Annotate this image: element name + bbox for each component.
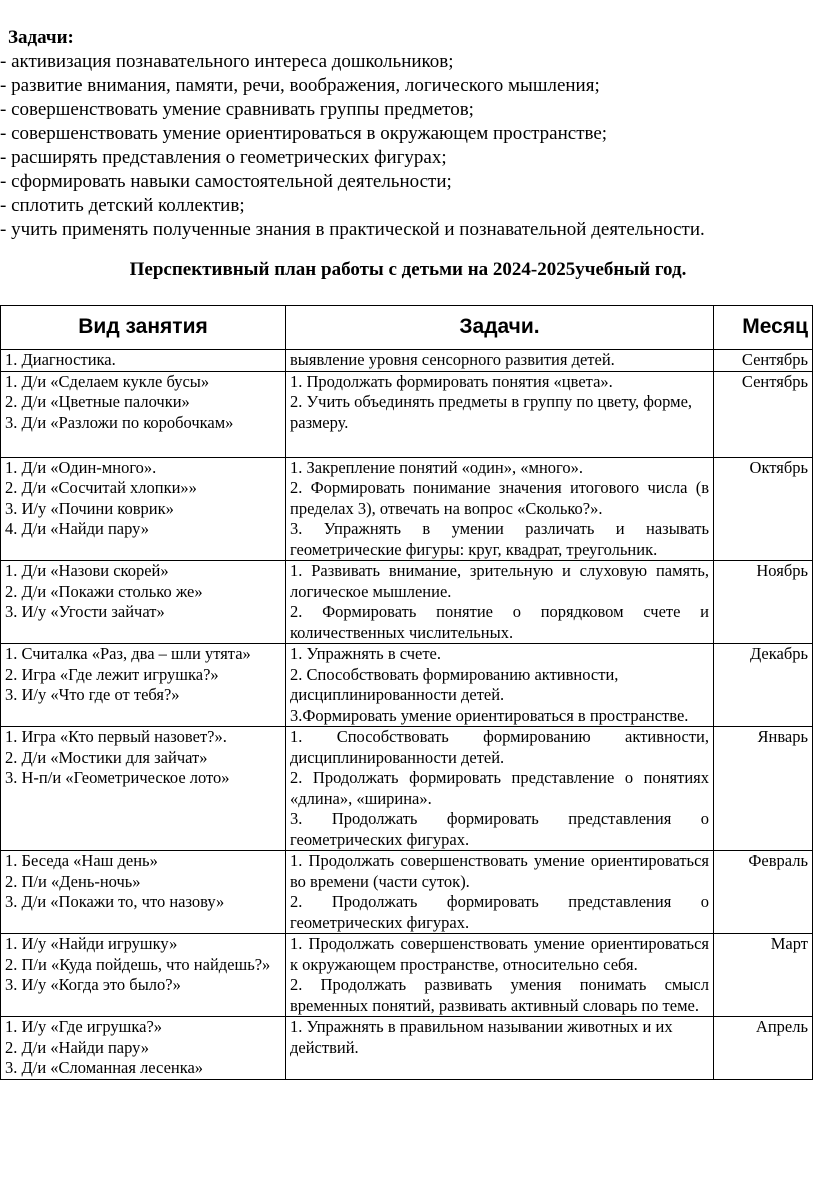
month-cell: Сентябрь: [714, 371, 813, 457]
task-item: 1. Способствовать формированию активности, дисциплинированности детей.: [290, 727, 709, 767]
task-item: 2. Формировать понятие о порядковом счете и количественных числительных.: [290, 602, 709, 642]
table-header-row: [1, 306, 813, 350]
goal-item: - сформировать навыки самостоятельной деятельности;: [0, 171, 452, 192]
activity-item: 2. Д/и «Сосчитай хлопки»»: [5, 478, 197, 497]
activity-item: 3. И/у «Почини коврик»: [5, 498, 174, 518]
activity-item: 1. Д/и «Один-много».: [5, 457, 157, 477]
task-item: 2. Учить объединять предметы в группу по цвету, форме, размеру.: [290, 392, 693, 432]
activity-item: 3. Д/и «Покажи то, что назову»: [5, 892, 225, 911]
task-item: 1. Развивать внимание, зрительную и слуховую память, логическое мышление.: [290, 561, 709, 601]
activity-item: 1. Беседа «Наш день»: [5, 851, 158, 870]
tasks-cell: [286, 1017, 714, 1080]
table-row: [1, 350, 813, 372]
task-item: выявление уровня сенсорного развития детей.: [290, 350, 615, 369]
activity-item: 2. П/и «Куда пойдешь, что найдешь?»: [5, 954, 271, 974]
table-row: [1, 1017, 813, 1080]
goal-item: - совершенствовать умение сравнивать группы предметов;: [0, 99, 474, 120]
activity-item: 1. Д/и «Сделаем кукле бусы»: [5, 371, 210, 391]
month-cell: Декабрь: [714, 644, 813, 727]
tasks-cell: [286, 371, 714, 457]
goal-item: - развитие внимания, памяти, речи, воображения, логического мышления;: [0, 75, 600, 96]
activity-item: 1. Считалка «Раз, два – шли утята»: [5, 644, 251, 663]
header-activity: Вид занятия: [1, 306, 286, 350]
table-row: [1, 644, 813, 727]
activity-item: 3. Н-п/и «Геометрическое лото»: [5, 768, 230, 787]
activity-cell: [1, 851, 286, 934]
goals-section: [0, 27, 810, 242]
table-row: [1, 371, 813, 457]
activity-cell: [1, 371, 286, 457]
activity-item: 1. И/у «Где игрушка?»: [5, 1017, 163, 1036]
tasks-cell: [286, 561, 714, 644]
activity-item: 2. Игра «Где лежит игрушка?»: [5, 664, 219, 684]
task-item: 2. Продолжать формировать представление о понятиях «длина», «ширина».: [290, 768, 709, 808]
task-item: 2. Продолжать развивать умения понимать смысл временных понятий, развивать активный словарь по теме.: [290, 975, 709, 1015]
table-row: [1, 851, 813, 934]
activity-item: 3. И/у «Угости зайчат»: [5, 602, 165, 621]
activity-item: 4. Д/и «Найди пару»: [5, 519, 150, 538]
task-item: 2. Продолжать формировать представления о геометрических фигурах.: [290, 892, 709, 932]
activity-item: 2. Д/и «Мостики для зайчат»: [5, 747, 208, 767]
activity-cell: [1, 644, 286, 727]
month-cell: Апрель: [714, 1017, 813, 1080]
month-cell: Октябрь: [714, 457, 813, 561]
tasks-cell: [286, 350, 714, 372]
goal-item: - сплотить детский коллектив;: [0, 195, 245, 216]
tasks-cell: [286, 934, 714, 1017]
plan-table: [0, 305, 813, 1080]
month-cell: Март: [714, 934, 813, 1017]
header-month: Месяц: [714, 306, 813, 350]
task-item: 2. Формировать понимание значения итогового числа (в пределах 3), отвечать на вопрос «Сколько?».: [290, 478, 709, 518]
goal-item: - совершенствовать умение ориентироваться в окружающем пространстве;: [0, 123, 608, 144]
activity-cell: [1, 1017, 286, 1080]
goals-title: Задачи:: [8, 27, 74, 48]
tasks-cell: [286, 457, 714, 561]
tasks-cell: [286, 644, 714, 727]
activity-item: 1. Диагностика.: [5, 350, 116, 369]
activity-item: 2. Д/и «Цветные палочки»: [5, 392, 190, 411]
activity-item: 3. И/у «Когда это было?»: [5, 975, 181, 994]
month-cell: Ноябрь: [714, 561, 813, 644]
activity-item: 2. Д/и «Найди пару»: [5, 1037, 150, 1057]
task-item: 1. Закрепление понятий «один», «много».: [290, 457, 584, 477]
task-item: 1. Упражнять в правильном назывании животных и их действий.: [290, 1017, 673, 1057]
table-row: [1, 727, 813, 851]
activity-cell: [1, 350, 286, 372]
header-tasks: Задачи.: [286, 306, 714, 350]
activity-cell: [1, 457, 286, 561]
goal-item: - учить применять полученные знания в практической и познавательной деятельности.: [0, 219, 705, 240]
activity-item: 1. Д/и «Назови скорей»: [5, 561, 169, 580]
activity-item: 3. И/у «Что где от тебя?»: [5, 685, 180, 704]
task-item: 3. Упражнять в умении различать и называть геометрические фигуры: круг, квадрат, треугольник.: [290, 519, 709, 559]
tasks-cell: [286, 727, 714, 851]
month-cell: Февраль: [714, 851, 813, 934]
task-item: 3.Формировать умение ориентироваться в пространстве.: [290, 705, 689, 725]
activity-cell: [1, 727, 286, 851]
month-cell: Сентябрь: [714, 350, 813, 372]
activity-cell: [1, 561, 286, 644]
task-item: 2. Способствовать формированию активности, дисциплинированности детей.: [290, 664, 619, 704]
task-item: 1. Продолжать совершенствовать умение ориентироваться во времени (части суток).: [290, 851, 709, 891]
tasks-cell: [286, 851, 714, 934]
table-row: [1, 934, 813, 1017]
goal-item: - расширять представления о геометрических фигурах;: [0, 147, 447, 168]
task-item: 1. Упражнять в счете.: [290, 644, 442, 663]
activity-item: 1. И/у «Найди игрушку»: [5, 934, 178, 953]
activity-item: 2. Д/и «Покажи столько же»: [5, 581, 203, 601]
plan-title: Перспективный план работы с детьми на 2024-2025учебный год.: [129, 259, 687, 280]
task-item: 3. Продолжать формировать представления о геометрических фигурах.: [290, 809, 709, 849]
task-item: 1. Продолжать формировать понятия «цвета».: [290, 371, 613, 391]
activity-item: 3. Д/и «Разложи по коробочкам»: [5, 412, 234, 432]
table-row: [1, 457, 813, 561]
table-row: [1, 561, 813, 644]
activity-cell: [1, 934, 286, 1017]
task-item: 1. Продолжать совершенствовать умение ориентироваться к окружающем пространстве, относительно себя.: [290, 934, 709, 974]
goal-item: - активизация познавательного интереса дошкольников;: [0, 51, 454, 72]
activity-item: 3. Д/и «Сломанная лесенка»: [5, 1058, 204, 1077]
activity-item: 1. Игра «Кто первый назовет?».: [5, 727, 227, 746]
month-cell: Январь: [714, 727, 813, 851]
activity-item: 2. П/и «День-ночь»: [5, 871, 141, 891]
